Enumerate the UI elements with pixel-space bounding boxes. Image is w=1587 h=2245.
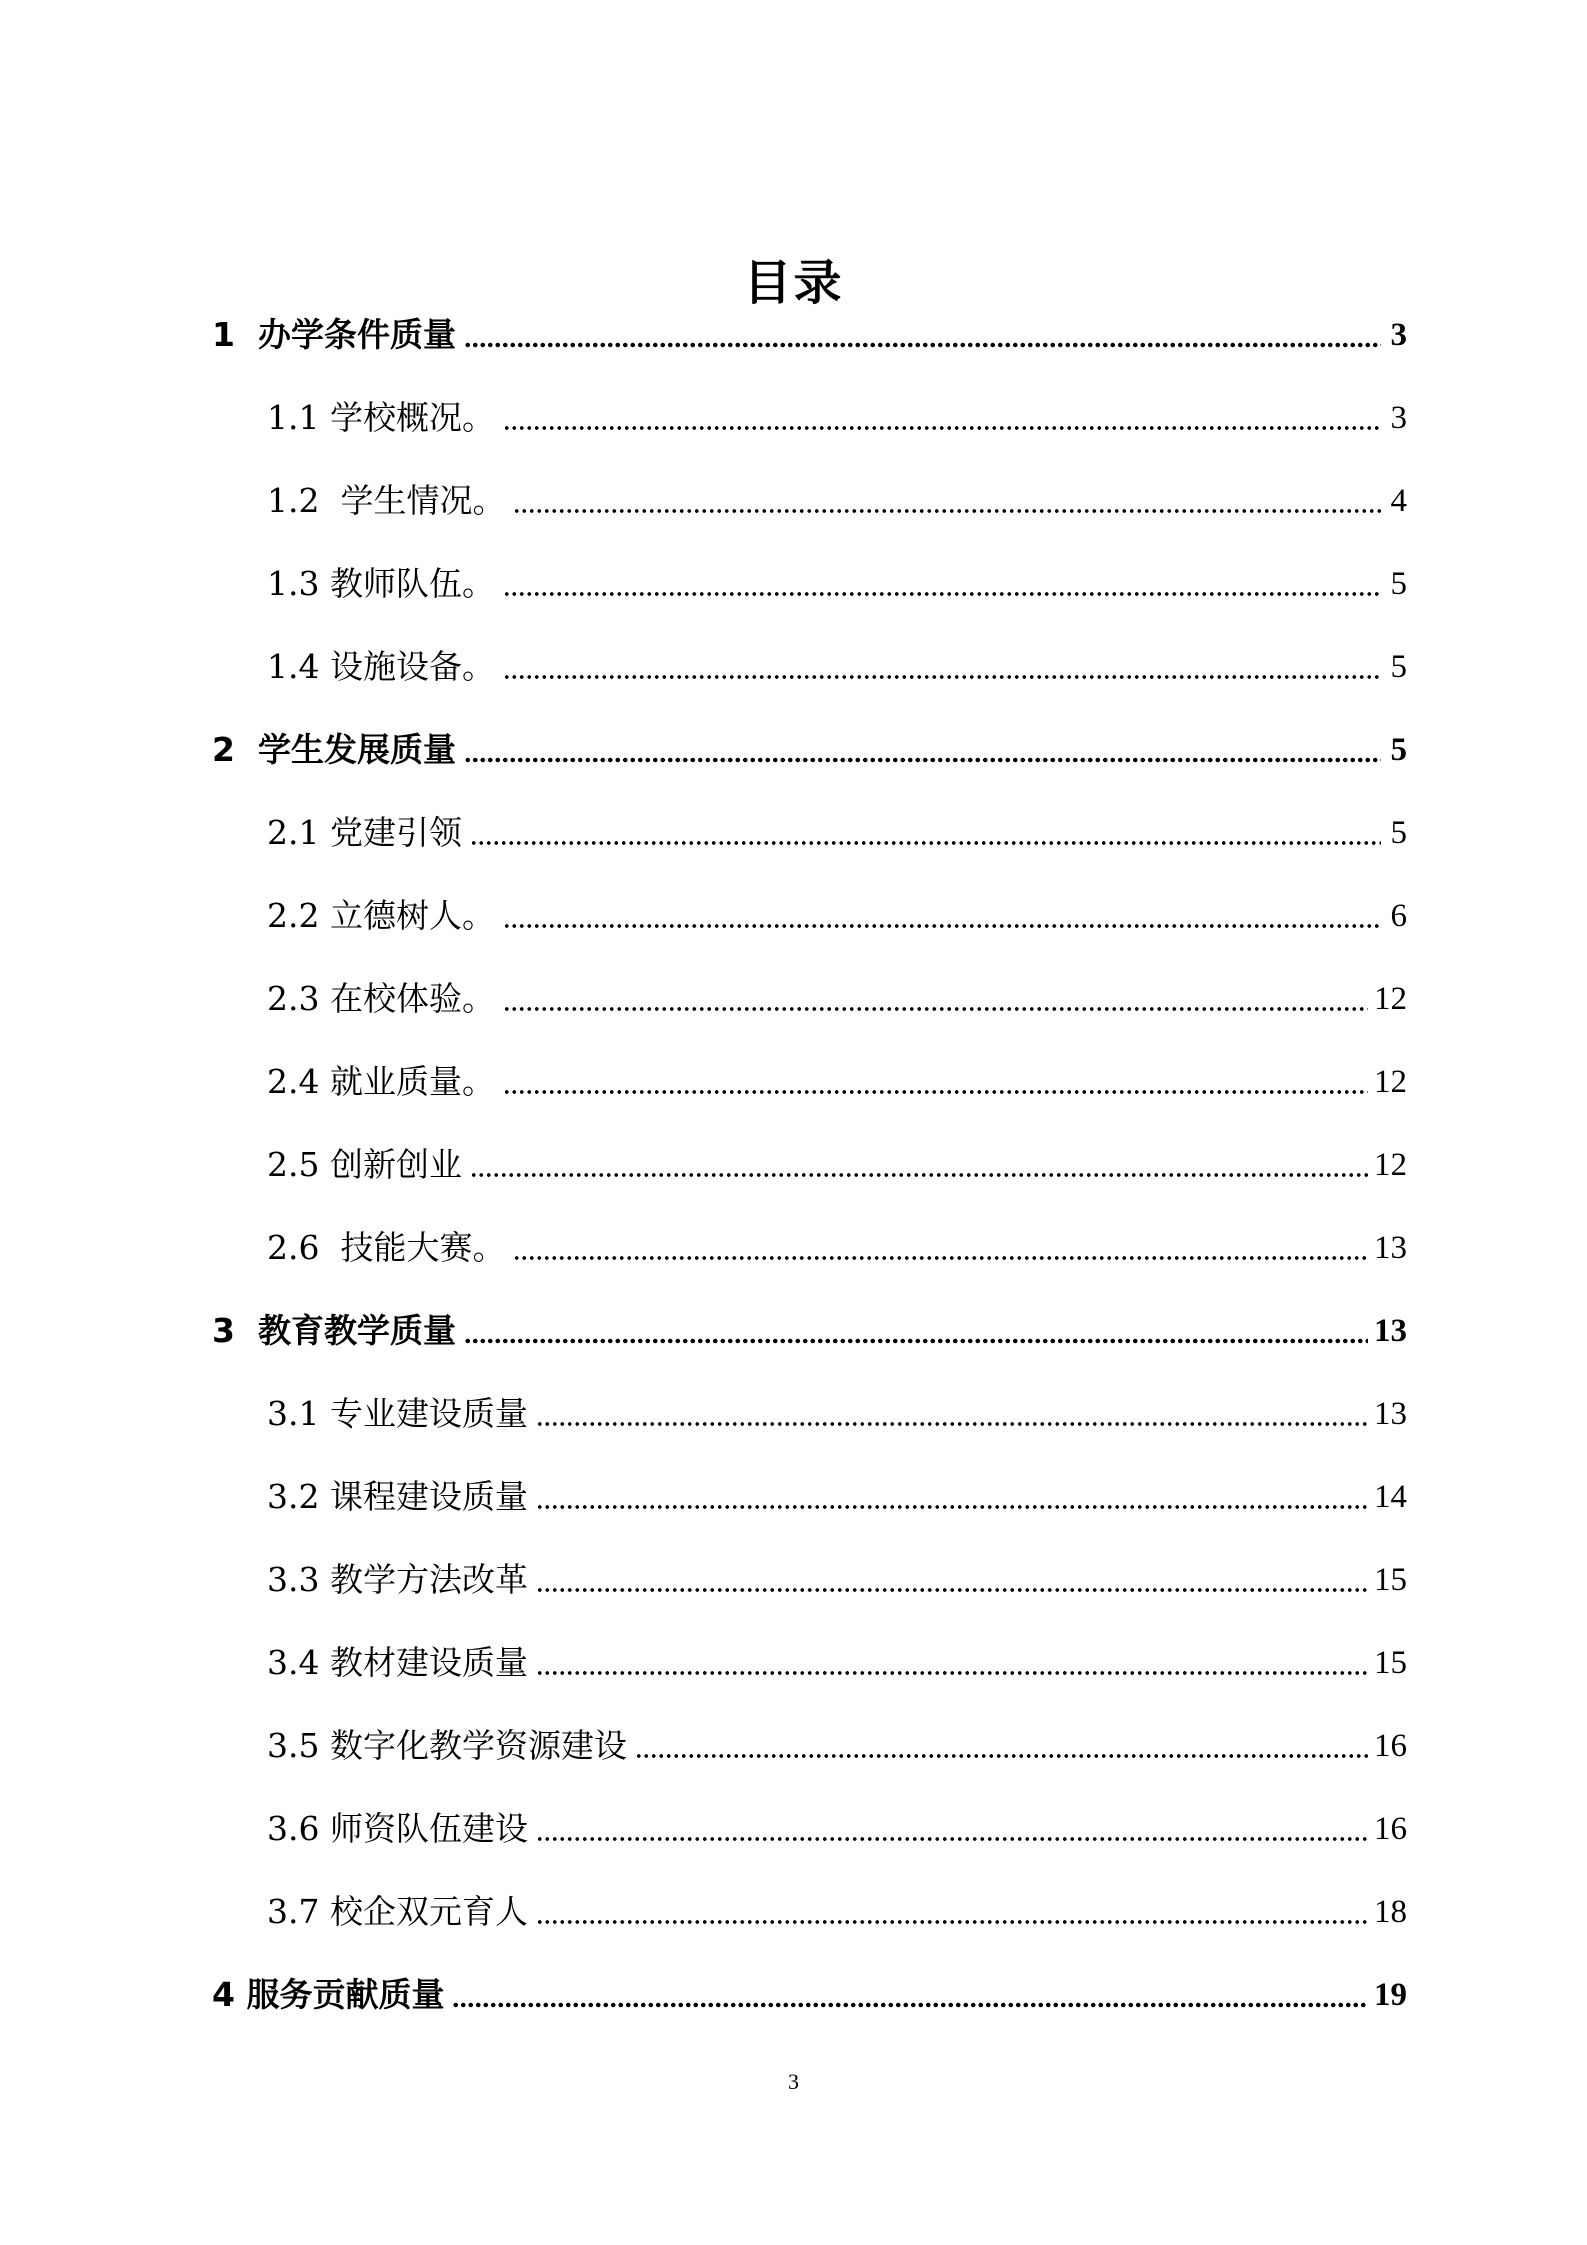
- toc-entry-page: 5: [1390, 649, 1407, 685]
- dot-leader: [503, 674, 1381, 680]
- toc-entry[interactable]: [212, 1308, 1407, 1354]
- toc-entry-title: 3.1 专业建设质量: [267, 1394, 528, 1433]
- toc-entry-page: 14: [1374, 1479, 1407, 1515]
- toc-entry-title: 1.4 设施设备。: [267, 647, 495, 686]
- dot-leader: [536, 1919, 1368, 1925]
- toc-entry-page: 16: [1374, 1728, 1407, 1764]
- dot-leader: [503, 591, 1381, 597]
- dot-leader: [536, 1587, 1368, 1593]
- toc-entry-title: 3 教育教学质量: [212, 1311, 456, 1350]
- dot-leader: [536, 1504, 1368, 1510]
- toc-entry[interactable]: [267, 1225, 1407, 1271]
- toc-entry[interactable]: [212, 727, 1407, 773]
- footer-page-number: 3: [788, 2069, 799, 2094]
- dot-leader: [464, 1338, 1368, 1344]
- toc-entry[interactable]: [267, 1640, 1407, 1686]
- toc-entry-title: 3.6 师资队伍建设: [267, 1809, 528, 1848]
- toc-entry-title: 3.7 校企双元育人: [267, 1892, 528, 1931]
- toc-entry[interactable]: [267, 395, 1407, 441]
- dot-leader: [503, 425, 1381, 431]
- toc-entry-title: 1.3 教师队伍。: [267, 564, 495, 603]
- dot-leader: [536, 1670, 1368, 1676]
- toc-entry-title: 1 办学条件质量: [212, 315, 456, 354]
- toc-entry-page: 16: [1374, 1811, 1407, 1847]
- toc-entry[interactable]: [267, 1142, 1407, 1188]
- toc-entry[interactable]: [267, 644, 1407, 690]
- toc-entry[interactable]: [267, 1889, 1407, 1935]
- toc-entry-page: 12: [1374, 1147, 1407, 1183]
- toc-entry-title: 2.6 技能大赛。: [267, 1228, 506, 1267]
- dot-leader: [464, 757, 1381, 763]
- dot-leader: [503, 1006, 1368, 1012]
- toc-entry-page: 15: [1374, 1645, 1407, 1681]
- toc-entry-page: 12: [1374, 981, 1407, 1017]
- toc-entry[interactable]: [212, 1972, 1407, 2018]
- toc-entry[interactable]: [267, 478, 1407, 524]
- toc-entry-title: 3.2 课程建设质量: [267, 1477, 528, 1516]
- toc-entry-page: 5: [1390, 566, 1407, 602]
- toc-entry-title: 2.4 就业质量。: [267, 1062, 495, 1101]
- dot-leader: [464, 342, 1381, 348]
- toc-entry-title: 2.5 创新创业: [267, 1145, 462, 1184]
- toc-entry-page: 3: [1390, 317, 1407, 353]
- dot-leader: [470, 1172, 1368, 1178]
- toc-entry[interactable]: [267, 1059, 1407, 1105]
- toc-entry-title: 3.3 教学方法改革: [267, 1560, 528, 1599]
- toc-entry-page: 5: [1390, 815, 1407, 851]
- toc-entry-title: 3.4 教材建设质量: [267, 1643, 528, 1682]
- page-title: 目录: [743, 255, 844, 312]
- toc-entry-title: 2.2 立德树人。: [267, 896, 495, 935]
- dot-leader: [513, 1255, 1368, 1261]
- toc-entry-page: 3: [1390, 400, 1407, 436]
- dot-leader: [470, 840, 1381, 846]
- toc-entry[interactable]: [267, 1474, 1407, 1520]
- toc-entry[interactable]: [212, 312, 1407, 358]
- toc-entry-title: 2.1 党建引领: [267, 813, 462, 852]
- toc-entry-page: 12: [1374, 1064, 1407, 1100]
- toc-entry[interactable]: [267, 1723, 1407, 1769]
- toc-entry-title: 1.2 学生情况。: [267, 481, 506, 520]
- toc-entry[interactable]: [267, 1557, 1407, 1603]
- toc-entry[interactable]: [267, 561, 1407, 607]
- dot-leader: [536, 1836, 1368, 1842]
- toc-entry-page: 13: [1374, 1396, 1407, 1432]
- dot-leader: [503, 923, 1381, 929]
- toc-entry[interactable]: [267, 893, 1407, 939]
- toc-entry-title: 1.1 学校概况。: [267, 398, 495, 437]
- dot-leader: [536, 1421, 1368, 1427]
- toc-entry-page: 13: [1374, 1313, 1407, 1349]
- toc-entry-title: 2.3 在校体验。: [267, 979, 495, 1018]
- toc-entry-page: 13: [1374, 1230, 1407, 1266]
- toc-entry-page: 15: [1374, 1562, 1407, 1598]
- toc-entry-page: 6: [1390, 898, 1407, 934]
- toc-entry-title: 3.5 数字化教学资源建设: [267, 1726, 627, 1765]
- dot-leader: [452, 2002, 1368, 2008]
- dot-leader: [503, 1089, 1368, 1095]
- toc-entry-page: 5: [1390, 732, 1407, 768]
- toc-entry-page: 18: [1374, 1894, 1407, 1930]
- dot-leader: [635, 1753, 1368, 1759]
- toc-entry[interactable]: [267, 810, 1407, 856]
- toc-entry-title: 2 学生发展质量: [212, 730, 456, 769]
- toc-entry[interactable]: [267, 1806, 1407, 1852]
- toc-entry[interactable]: [267, 1391, 1407, 1437]
- dot-leader: [513, 508, 1381, 514]
- toc-entry-page: 4: [1390, 483, 1407, 519]
- toc-entry-page: 19: [1374, 1977, 1407, 2013]
- toc-entry-title: 4 服务贡献质量: [212, 1975, 445, 2014]
- toc-entry[interactable]: [267, 976, 1407, 1022]
